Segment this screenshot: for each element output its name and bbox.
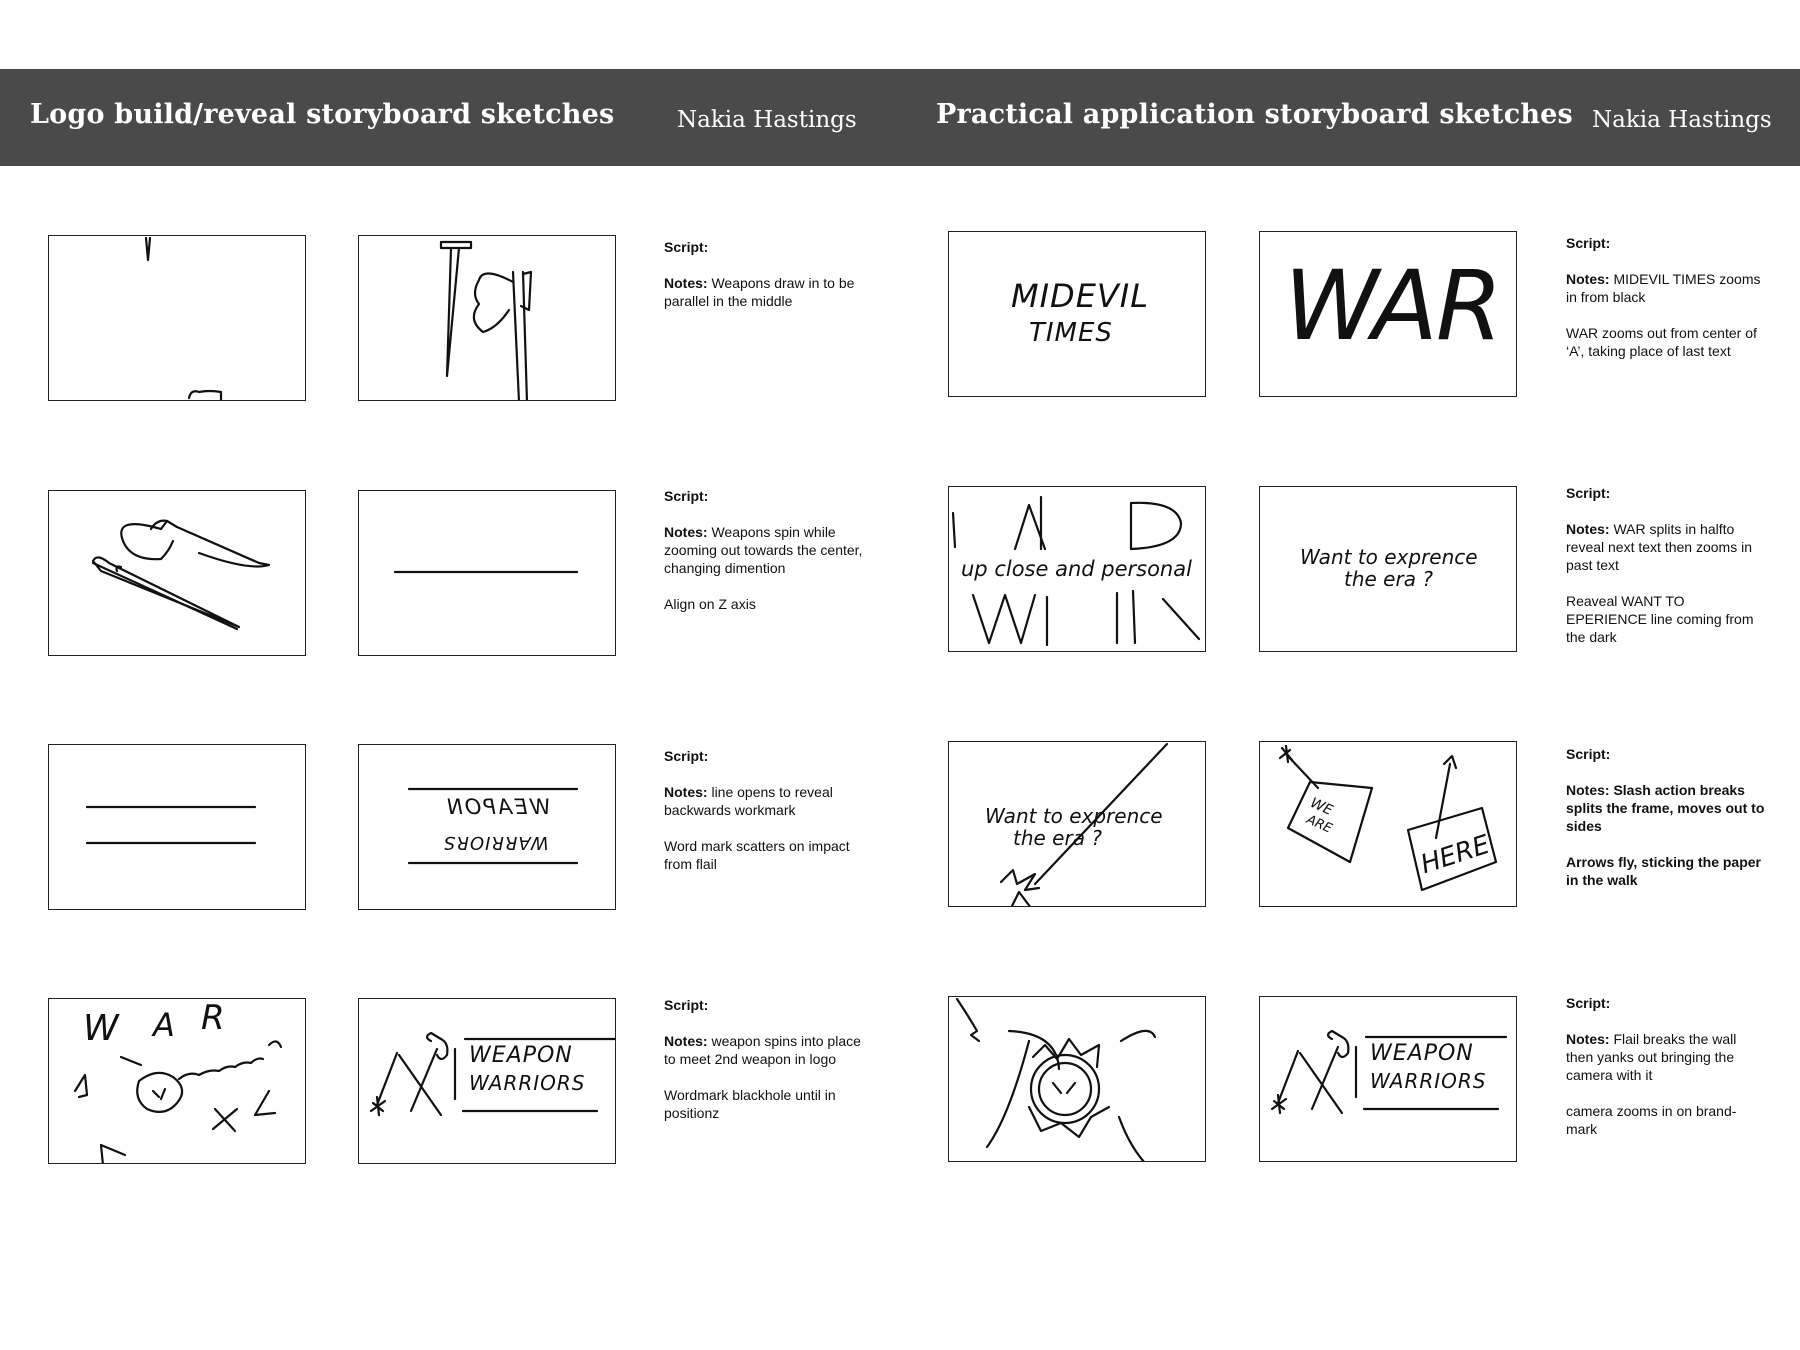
backwards-weapon-text: WEAPON [445, 795, 551, 819]
left-panel-author: Nakia Hastings [677, 107, 857, 133]
notes-text-2: camera zooms in on brand-mark [1566, 1103, 1737, 1137]
sword-and-axe-sketch [359, 236, 616, 401]
scattered-w: W [83, 1008, 119, 1049]
script-label: Script: [1566, 746, 1611, 762]
script-label: Script: [1566, 995, 1611, 1011]
left-panel-title: Logo build/reveal storyboard sketches [30, 99, 615, 130]
single-line-sketch [359, 491, 616, 656]
script-label: Script: [664, 488, 709, 504]
times-text: TIMES [1029, 318, 1113, 348]
notes-text: WAR splits in halfto reveal next text then zooms in past text [1566, 521, 1752, 573]
notes-label: Notes: [664, 784, 708, 800]
notes-text: line opens to reveal backwards workmark [664, 784, 833, 818]
right-frame-3a [948, 741, 1206, 907]
left-frame-2b [358, 490, 616, 656]
notes-label: Notes: [664, 275, 708, 291]
right-frame-2b [1259, 486, 1517, 652]
are-text: ARE [1304, 812, 1335, 837]
left-notes-4 [664, 996, 864, 1140]
script-label: Script: [664, 239, 709, 255]
notes-text: MIDEVIL TIMES zooms in from black [1566, 271, 1761, 305]
left-notes-3 [664, 747, 864, 891]
logo-weapon-text: WEAPON [1370, 1041, 1474, 1066]
script-label: Script: [1566, 485, 1611, 501]
the-era-text: the era ? [1344, 567, 1433, 591]
right-notes-2 [1566, 484, 1766, 664]
right-panel-title: Practical application storyboard sketches [936, 99, 1573, 130]
right-frame-3b [1259, 741, 1517, 907]
the-era-text: the era ? [1013, 826, 1102, 850]
notes-label: Notes: [664, 1033, 708, 1049]
midevil-text: MIDEVIL [1011, 277, 1150, 315]
notes-text-2: Align on Z axis [664, 596, 756, 612]
right-notes-3 [1566, 745, 1766, 907]
left-frame-2a [48, 490, 306, 656]
we-text: WE [1307, 795, 1335, 819]
right-frame-1a [948, 231, 1206, 397]
left-frame-3a [48, 744, 306, 910]
left-frame-1b [358, 235, 616, 401]
logo-warriors-text: WARRIORS [469, 1071, 586, 1095]
notes-text: Weapons draw in to be parallel in the middle [664, 275, 855, 309]
notes-text: Flail breaks the wall then yanks out bringing the camera with it [1566, 1031, 1737, 1083]
backwards-wordmark-lines [359, 745, 616, 910]
right-frame-1b [1259, 231, 1517, 397]
script-label: Script: [664, 748, 709, 764]
want-to-text: Want to exprence [1300, 545, 1478, 569]
script-label: Script: [1566, 235, 1611, 251]
notes-label: Notes: [1566, 271, 1610, 287]
right-frame-2a [948, 486, 1206, 652]
here-text: HERE [1417, 829, 1494, 881]
left-notes-1 [664, 238, 864, 328]
left-frame-4a [48, 998, 306, 1164]
notes-label: Notes: [664, 524, 708, 540]
weapons-entering-sketch [49, 236, 306, 401]
opening-lines-sketch [49, 745, 306, 910]
up-close-text: up close and personal [961, 557, 1192, 581]
notes-text: Slash action breaks splits the frame, moves out to sides [1566, 782, 1765, 834]
notes-label: Notes: [1566, 521, 1610, 537]
right-notes-1 [1566, 234, 1766, 378]
notes-text-2: Arrows fly, sticking the paper in the walk [1566, 854, 1762, 888]
notes-label: Notes: [1566, 782, 1610, 798]
left-header-bar [0, 69, 896, 166]
left-frame-3b [358, 744, 616, 910]
notes-text-2: Reaveal WANT TO EPERIENCE line coming from the dark [1566, 593, 1754, 645]
right-frame-4a [948, 996, 1206, 1162]
scattered-r: R [201, 998, 225, 1038]
logo-warriors-text: WARRIORS [1370, 1069, 1487, 1093]
notes-text-2: Wordmark blackhole until in positionz [664, 1087, 836, 1121]
backwards-warriors-text: WARRIORS [443, 832, 549, 853]
notes-text: weapon spins into place to meet 2nd weapon in logo [664, 1033, 861, 1067]
spinning-weapons-sketch [49, 491, 306, 656]
logo-weapon-text: WEAPON [469, 1043, 573, 1068]
notes-text-2: Word mark scatters on impact from flail [664, 838, 850, 872]
scattered-a: A [153, 1006, 175, 1044]
war-big-text: WAR [1284, 250, 1501, 362]
right-notes-4 [1566, 994, 1766, 1156]
left-frame-1a [48, 235, 306, 401]
notes-label: Notes: [1566, 1031, 1610, 1047]
notes-text-2: WAR zooms out from center of ‘A’, taking place of last text [1566, 325, 1757, 359]
right-panel-author: Nakia Hastings [1592, 107, 1772, 133]
notes-text: Weapons spin while zooming out towards the center, changing dimention [664, 524, 863, 576]
want-to-text: Want to exprence [985, 804, 1163, 828]
flail-breaks-wall-sketch [949, 997, 1206, 1162]
arrows-paper-sketch [1260, 742, 1517, 907]
left-frame-4b [358, 998, 616, 1164]
right-header-bar [896, 69, 1800, 166]
left-notes-2 [664, 487, 864, 631]
right-frame-4b [1259, 996, 1517, 1162]
script-label: Script: [664, 997, 709, 1013]
